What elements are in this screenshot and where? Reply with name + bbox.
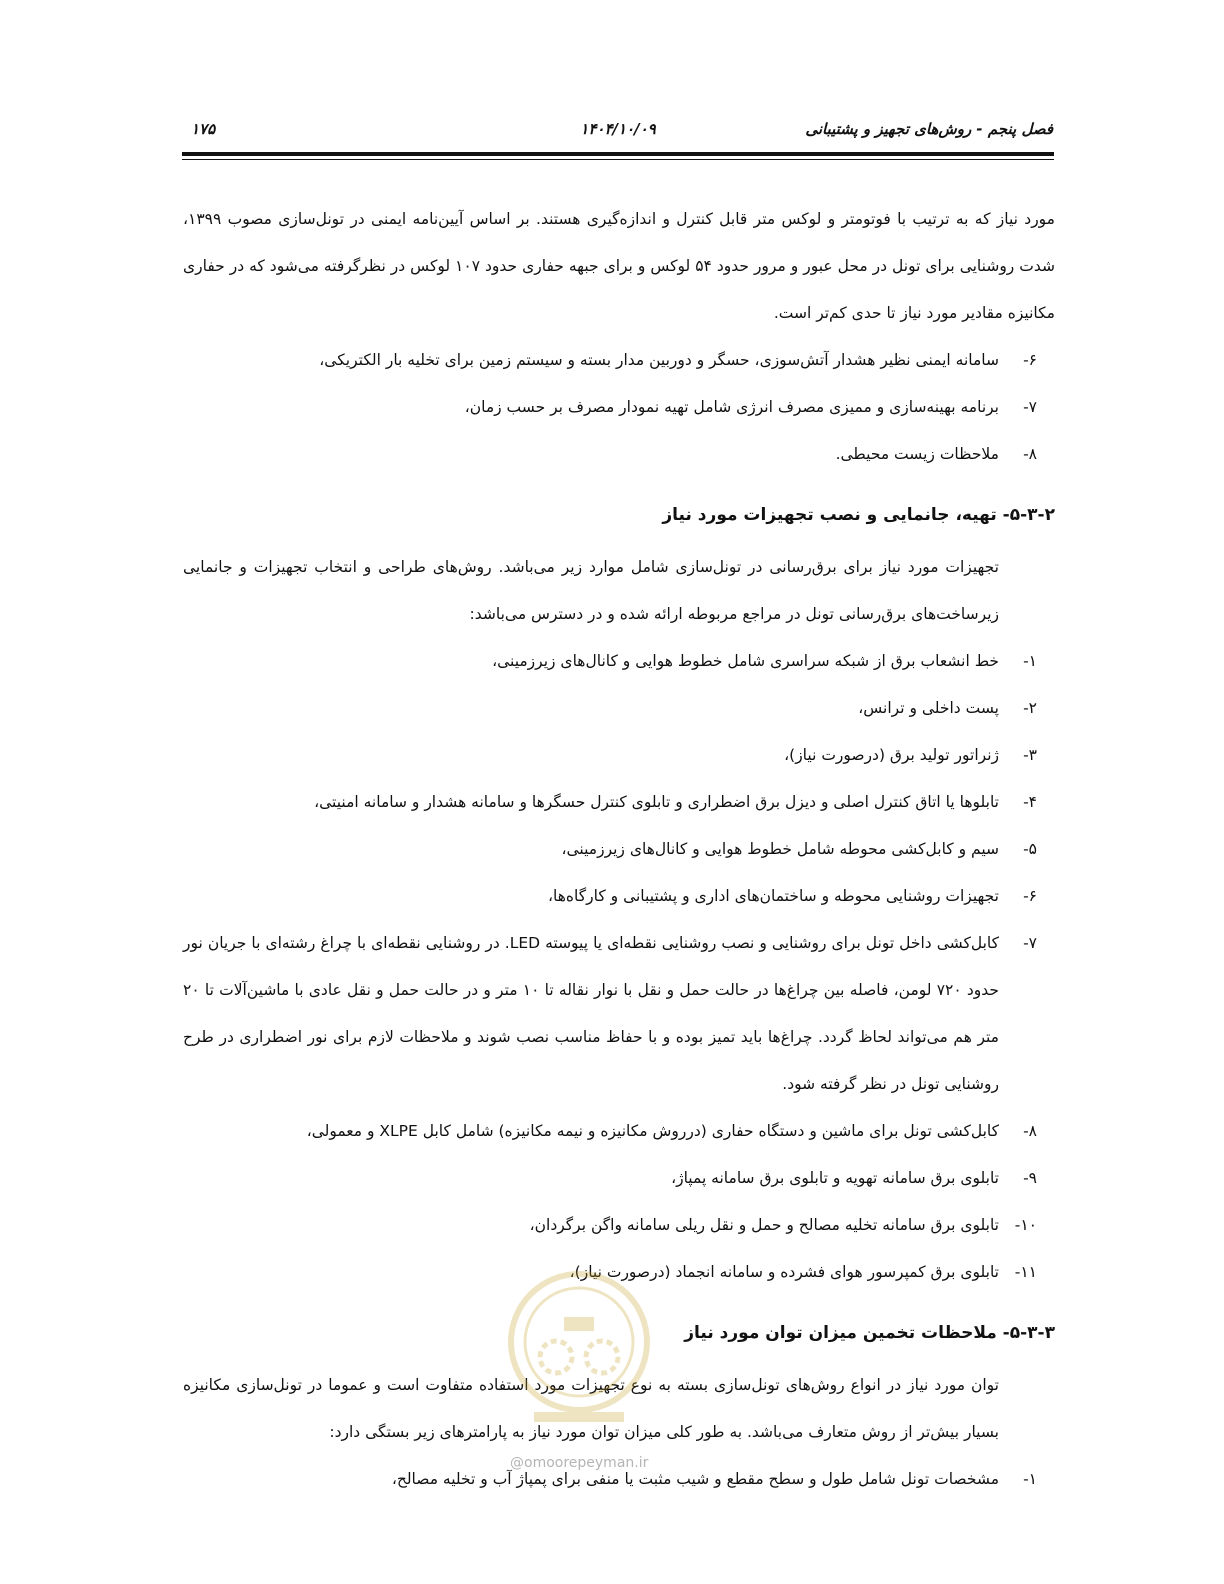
list-text: سیم و کابل‌کشی محوطه شامل خطوط هوایی و کانال‌های زیرزمینی، [561,840,999,858]
list-number: ۲- [1023,699,1037,717]
watermark-text: @omoorepeyman.ir [510,1455,649,1471]
chapter-title: فصل پنجم - روش‌های تجهیز و پشتیبانی [805,120,1053,138]
list-text: تابلوی برق سامانه تخلیه مصالح و حمل و نقل ریلی سامانه واگن برگردان، [529,1216,999,1234]
list-item [183,337,1055,384]
list-text: ژنراتور تولید برق (درصورت نیاز)، [784,746,999,764]
list-number: ۸- [1023,1122,1037,1140]
header-rule-thick [182,152,1054,156]
list-number: ۱۰- [1014,1216,1037,1234]
list-text: کابل‌کشی داخل تونل برای روشنایی و نصب روشنایی نقطه‌ای یا پیوسته LED. در روشنایی نقطه‌ای با چراغ رشته‌ای با جریان نور حدود ۷۲۰ لومن، فاصله بین چراغ‌ها در حالت حمل و نقل با نوار نقاله تا ۱۰ متر و در حالت حمل و نقل عادی با ماشین‌آلات تا ۲۰ متر هم می‌تواند لحاظ گردد. چراغ‌ها باید تمیز بوده و با حفاظ مناسب نصب شوند و ملاحظات لازم برای نور اضطراری در طرح روشنایی تونل در نظر گرفته شود. [183,934,999,1093]
intro-paragraph: مورد نیاز که به ترتیب با فوتومتر و لوکس متر قابل کنترل و اندازه‌گیری هستند. بر اساس آیین‌نامه ایمنی در تونل‌سازی مصوب ۱۳۹۹، شدت روشنایی برای تونل در محل عبور و مرور حدود ۵۴ لوکس و برای جبهه حفاری حدود ۱۰۷ لوکس در نظرگرفته می‌شود که در حفاری مکانیزه مقادیر مورد نیاز تا حدی کم‌تر است. [183,210,1055,322]
list-item [183,1155,1055,1202]
list-text: تابلوی برق سامانه تهویه و تابلوی برق سامانه پمپاژ، [671,1169,999,1187]
list-text: برنامه بهینه‌سازی و ممیزی مصرف انرژی شامل تهیه نمودار مصرف بر حسب زمان، [464,398,999,416]
list-number: ۷- [1023,934,1037,952]
list-item [183,779,1055,826]
list-number: ۹- [1023,1169,1037,1187]
list-number: ۵- [1023,840,1037,858]
intro-list [183,337,1055,478]
list-item [183,431,1055,478]
section-paragraph: تجهیزات مورد نیاز برای برق‌رسانی در تونل‌سازی شامل موارد زیر می‌باشد. روش‌های طراحی و انتخاب تجهیزات و جانمایی زیرساخت‌های برق‌رسانی تونل در مراجع مربوطه ارائه شده و در دسترس می‌باشد: [183,558,999,623]
list-item [183,1202,1055,1249]
section-heading: ۵-۳-۲- تهیه، جانمایی و نصب تجهیزات مورد نیاز [662,505,1055,525]
list-text: ملاحظات زیست محیطی. [835,445,999,463]
list-number: ۷- [1023,398,1037,416]
equipment-list [183,638,1055,1296]
header-rule-thin [182,159,1054,160]
list-item [183,384,1055,431]
list-text: خط انشعاب برق از شبکه سراسری شامل خطوط هوایی و کانال‌های زیرزمینی، [492,652,999,670]
list-text: سامانه ایمنی نظیر هشدار آتش‌سوزی، حسگر و دوربین مدار بسته و سیستم زمین برای تخلیه بار الکتریکی، [319,351,999,369]
list-item [183,920,1055,1108]
section-paragraph: توان مورد نیاز در انواع روش‌های تونل‌سازی بسته به نوع تجهیزات مورد استفاده متفاوت است و عموما در تونل‌سازی مکانیزه بسیار بیش‌تر از روش متعارف می‌باشد. به طور کلی میزان توان مورد نیاز به پارامترهای زیر بستگی دارد: [183,1376,999,1441]
page-number: ۱۷۵ [191,120,216,138]
seal-watermark-icon [504,1262,654,1442]
list-text: تابلوی برق کمپرسور هوای فشرده و سامانه انجماد (درصورت نیاز)، [569,1263,999,1281]
list-text: تابلوها یا اتاق کنترل اصلی و دیزل برق اضطراری و تابلوی کنترل حسگرها و سامانه هشدار و سامانه امنیتی، [314,793,999,811]
list-number: ۶- [1023,887,1037,905]
list-number: ۸- [1023,445,1037,463]
header-date: ۱۴۰۴/۱۰/۰۹ [580,120,656,138]
list-item [183,826,1055,873]
section-heading: ۵-۳-۳- ملاحظات تخمین میزان توان مورد نیاز [684,1323,1055,1343]
list-item [183,685,1055,732]
list-number: ۱- [1023,1470,1037,1488]
list-item [183,1108,1055,1155]
running-header [183,116,1053,146]
list-number: ۱۱- [1014,1263,1037,1281]
list-text: کابل‌کشی تونل برای ماشین و دستگاه حفاری (درروش مکانیزه و نیمه مکانیزه) شامل کابل XLPE و معمولی، [306,1122,999,1140]
list-number: ۴- [1023,793,1037,811]
list-text: پست داخلی و ترانس، [858,699,999,717]
list-text: مشخصات تونل شامل طول و سطح مقطع و شیب مثبت یا منفی برای پمپاژ آب و تخلیه مصالح، [391,1470,999,1488]
list-number: ۳- [1023,746,1037,764]
list-item [183,732,1055,779]
list-number: ۱- [1023,652,1037,670]
list-number: ۶- [1023,351,1037,369]
list-item [183,638,1055,685]
list-text: تجهیزات روشنایی محوطه و ساختمان‌های اداری و پشتیبانی و کارگاه‌ها، [548,887,999,905]
list-item [183,873,1055,920]
